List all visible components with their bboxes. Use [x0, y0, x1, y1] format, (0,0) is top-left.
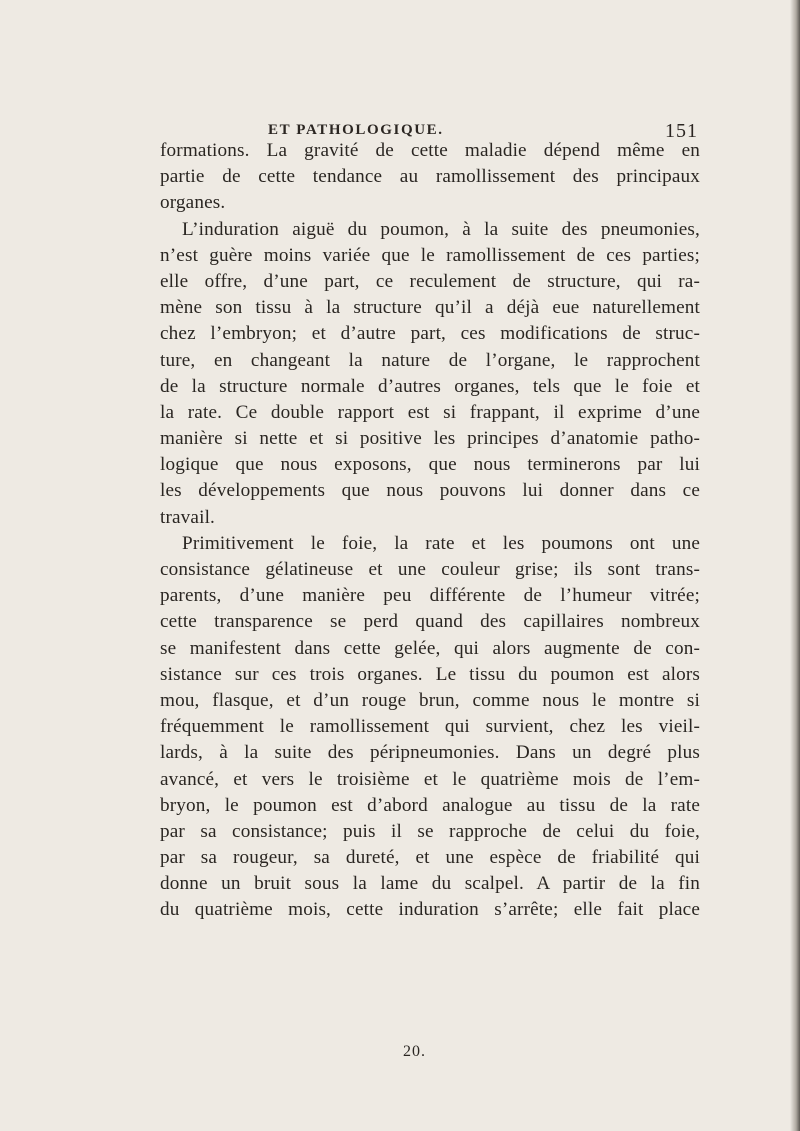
text-line: travail.	[160, 506, 216, 528]
text-line: de la structure normale d’autres organes, tels que le foie et	[160, 375, 700, 397]
body-text	[160, 138, 700, 924]
text-line: mène son tissu à la structure qu’il a déjà eue naturellement	[160, 297, 700, 319]
text-line: ture, en changeant la nature de l’organe, le rapprochent	[160, 349, 700, 371]
text-line: fréquemment le ramollissement qui survient, chez les vieil-	[160, 716, 700, 738]
text-line: la rate. Ce double rapport est si frappant, il exprime d’une	[160, 401, 700, 423]
text-line: les développements que nous pouvons lui donner dans ce	[160, 480, 700, 502]
page-number: 151	[665, 120, 698, 142]
text-line: partie de cette tendance au ramollissement des principaux	[160, 166, 700, 188]
text-line: n’est guère moins variée que le ramollissement de ces parties;	[160, 244, 700, 266]
text-line: chez l’embryon; et d’autre part, ces modifications de struc-	[160, 323, 700, 345]
text-line: organes.	[160, 192, 226, 214]
text-line: se manifestent dans cette gelée, qui alors augmente de con-	[160, 637, 700, 659]
text-line: mou, flasque, et d’un rouge brun, comme nous le montre si	[160, 689, 700, 711]
text-line: manière si nette et si positive les principes d’anatomie patho-	[160, 428, 700, 450]
page-edge-shadow	[790, 0, 800, 1131]
running-head: ET PATHOLOGIQUE.	[268, 122, 444, 138]
text-line: L’induration aiguë du poumon, à la suite des pneumonies,	[182, 218, 700, 240]
text-line: sistance sur ces trois organes. Le tissu du poumon est alors	[160, 663, 700, 685]
text-line: donne un bruit sous la lame du scalpel. A partir de la fin	[160, 873, 700, 895]
text-line: par sa rougeur, sa dureté, et une espèce de friabilité qui	[160, 847, 700, 869]
text-line: formations. La gravité de cette maladie dépend même en	[160, 140, 700, 161]
text-line: cette transparence se perd quand des capillaires nombreux	[160, 611, 700, 633]
text-line: logique que nous exposons, que nous terminerons par lui	[160, 454, 700, 476]
signature-mark: 20.	[403, 1043, 426, 1060]
text-line: par sa consistance; puis il se rapproche de celui du foie,	[160, 820, 700, 842]
text-line: bryon, le poumon est d’abord analogue au tissu de la rate	[160, 794, 700, 816]
text-line: du quatrième mois, cette induration s’arrête; elle fait place	[160, 899, 700, 921]
text-line: elle offre, d’une part, ce reculement de structure, qui ra-	[160, 270, 700, 292]
text-line: Primitivement le foie, la rate et les poumons ont une	[182, 532, 700, 554]
text-line: lards, à la suite des péripneumonies. Dans un degré plus	[160, 742, 700, 764]
text-line: avancé, et vers le troisième et le quatrième mois de l’em-	[160, 768, 700, 790]
text-line: parents, d’une manière peu différente de l’humeur vitrée;	[160, 585, 700, 607]
text-line: consistance gélatineuse et une couleur grise; ils sont trans-	[160, 559, 700, 580]
